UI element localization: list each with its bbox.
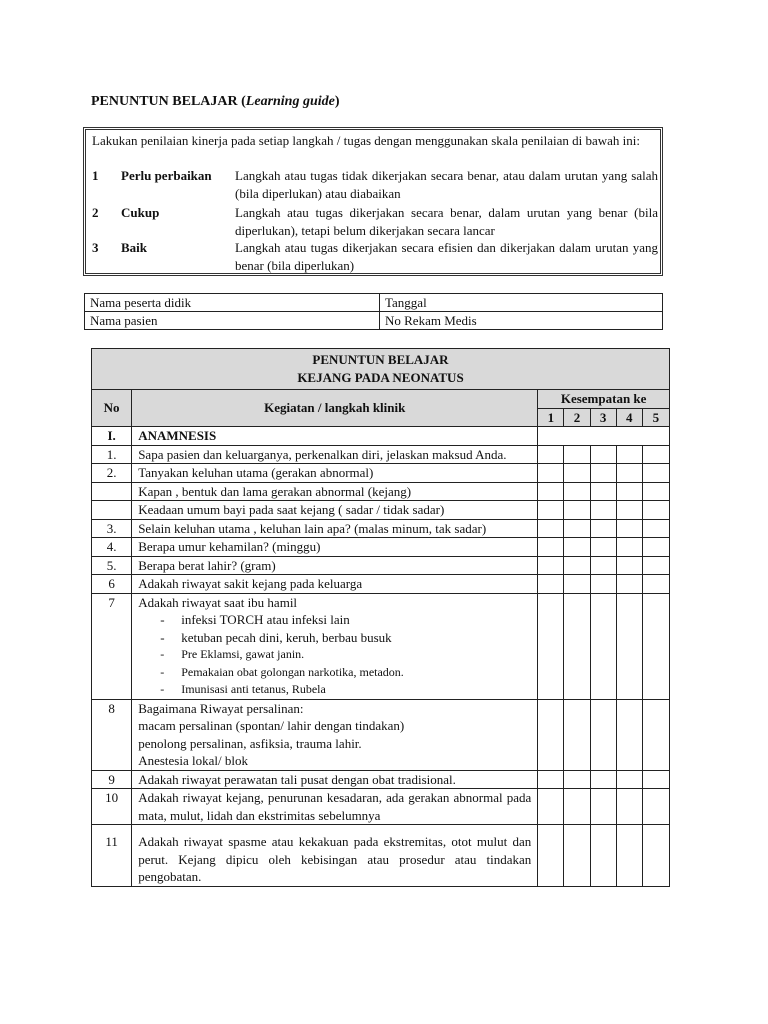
activity-text: Kapan , bentuk dan lama gerakan abnormal (kejang) bbox=[138, 483, 412, 499]
score-cell[interactable] bbox=[564, 464, 590, 483]
score-cell[interactable] bbox=[616, 825, 642, 887]
score-cell[interactable] bbox=[564, 789, 590, 825]
score-cell[interactable] bbox=[564, 501, 590, 520]
score-cell[interactable] bbox=[538, 501, 564, 520]
col-header-activity: Kegiatan / langkah klinik bbox=[132, 390, 538, 427]
score-cell[interactable] bbox=[616, 770, 642, 789]
score-cell[interactable] bbox=[590, 556, 616, 575]
table-row bbox=[92, 770, 670, 789]
activity-text: Selain keluhan utama , keluhan lain apa? (malas minum, tak sadar) bbox=[138, 520, 487, 536]
info-table bbox=[84, 293, 663, 330]
row-activity bbox=[132, 789, 538, 825]
row-number bbox=[92, 501, 132, 520]
row-activity bbox=[132, 501, 538, 520]
score-cell[interactable] bbox=[642, 538, 669, 557]
row-activity bbox=[132, 699, 538, 770]
score-cell[interactable] bbox=[538, 556, 564, 575]
activity-text: Berapa berat lahir? (gram) bbox=[138, 557, 276, 573]
score-cell[interactable] bbox=[642, 501, 669, 520]
score-cell[interactable] bbox=[564, 593, 590, 699]
row-number: 5. bbox=[92, 556, 132, 575]
score-cell[interactable] bbox=[538, 575, 564, 594]
score-cell[interactable] bbox=[590, 699, 616, 770]
scale-item-1: 1 Perlu perbaikan Langkah atau tugas tidak dikerjakan secara benar, atau dalam urutan yang salah (bila diperlukan) atau diabaikan bbox=[92, 168, 658, 201]
table-row bbox=[92, 501, 670, 520]
table-row bbox=[92, 538, 670, 557]
score-cell[interactable] bbox=[590, 501, 616, 520]
document-title: PENUNTUN BELAJAR (Learning guide) bbox=[91, 94, 340, 109]
table-row bbox=[92, 825, 670, 887]
rating-scale-box bbox=[83, 127, 663, 276]
row-number bbox=[92, 482, 132, 501]
activity-sub-item: - Pre Eklamsi, gawat janin. bbox=[160, 646, 531, 664]
score-cell[interactable] bbox=[590, 770, 616, 789]
score-cell[interactable] bbox=[616, 445, 642, 464]
table-row bbox=[92, 464, 670, 483]
activity-text: Adakah riwayat spasme atau kekakuan pada ekstremitas, otot mulut dan perut. Kejang dipicu oleh kebisingan atau prosedur atau tindakan pengobatan. bbox=[138, 834, 532, 884]
activity-text: Sapa pasien dan keluarganya, perkenalkan diri, jelaskan maksud Anda. bbox=[138, 446, 507, 462]
activity-line: Anestesia lokal/ blok bbox=[138, 753, 248, 768]
score-cell[interactable] bbox=[642, 575, 669, 594]
row-activity bbox=[132, 538, 538, 557]
table-row bbox=[92, 519, 670, 538]
score-cell[interactable] bbox=[590, 789, 616, 825]
score-cell[interactable] bbox=[564, 445, 590, 464]
row-number: 4. bbox=[92, 538, 132, 557]
activity-text: Adakah riwayat saat ibu hamil bbox=[138, 594, 298, 610]
score-cell[interactable] bbox=[616, 464, 642, 483]
score-cell[interactable] bbox=[564, 519, 590, 538]
row-number: 2. bbox=[92, 464, 132, 483]
activity-text: Adakah riwayat perawatan tali pusat dengan obat tradisional. bbox=[138, 771, 456, 787]
score-cell[interactable] bbox=[538, 593, 564, 699]
table-row bbox=[92, 556, 670, 575]
activity-line: macam persalinan (spontan/ lahir dengan tindakan) bbox=[138, 718, 405, 733]
activity-text: Keadaan umum bayi pada saat kejang ( sadar / tidak sadar) bbox=[138, 502, 445, 517]
chance-number: 1 bbox=[538, 408, 564, 427]
col-header-no: No bbox=[92, 390, 132, 427]
col-header-chance: Kesempatan ke bbox=[538, 390, 670, 409]
chance-number: 5 bbox=[642, 408, 669, 427]
row-activity bbox=[132, 770, 538, 789]
chance-number: 4 bbox=[616, 408, 642, 427]
score-cell[interactable] bbox=[616, 538, 642, 557]
score-cell[interactable] bbox=[616, 575, 642, 594]
student-name-field[interactable]: Nama peserta didik bbox=[85, 294, 380, 312]
row-number: 1. bbox=[92, 445, 132, 464]
row-number: 8 bbox=[92, 699, 132, 770]
table-title: PENUNTUN BELAJAR KEJANG PADA NEONATUS bbox=[92, 349, 670, 390]
activity-sub-item: - infeksi TORCH atau infeksi lain bbox=[160, 611, 531, 629]
score-cell[interactable] bbox=[590, 445, 616, 464]
score-cell[interactable] bbox=[538, 482, 564, 501]
activity-line: Bagaimana Riwayat persalinan: bbox=[138, 700, 304, 716]
section-title: ANAMNESIS bbox=[132, 427, 538, 446]
table-row bbox=[92, 699, 670, 770]
score-cell[interactable] bbox=[564, 825, 590, 887]
score-cell[interactable] bbox=[642, 519, 669, 538]
row-activity bbox=[132, 445, 538, 464]
score-cell[interactable] bbox=[590, 575, 616, 594]
activity-text: Tanyakan keluhan utama (gerakan abnormal) bbox=[138, 465, 374, 480]
score-cell[interactable] bbox=[564, 699, 590, 770]
score-cell[interactable] bbox=[538, 770, 564, 789]
scale-item-2: 2 Cukup Langkah atau tugas dikerjakan secara benar, dalam urutan yang benar (bila diperlukan), tetapi belum dikerjakan secara lancar bbox=[92, 205, 658, 238]
score-cell[interactable] bbox=[642, 789, 669, 825]
row-activity bbox=[132, 825, 538, 887]
chance-number: 2 bbox=[564, 408, 590, 427]
score-cell[interactable] bbox=[642, 699, 669, 770]
score-cell[interactable] bbox=[642, 445, 669, 464]
score-cell[interactable] bbox=[538, 699, 564, 770]
score-cell[interactable] bbox=[538, 464, 564, 483]
activity-sub-item: - Imunisasi anti tetanus, Rubela bbox=[160, 681, 531, 699]
section-row: I. ANAMNESIS bbox=[92, 427, 670, 446]
activity-text: Berapa umur kehamilan? (minggu) bbox=[138, 539, 321, 554]
score-cell[interactable] bbox=[616, 593, 642, 699]
score-cell[interactable] bbox=[642, 593, 669, 699]
row-number: 3. bbox=[92, 519, 132, 538]
row-activity bbox=[132, 519, 538, 538]
row-activity bbox=[132, 593, 538, 699]
date-field[interactable]: Tanggal bbox=[380, 294, 663, 312]
score-cell[interactable] bbox=[616, 556, 642, 575]
row-number: 6 bbox=[92, 575, 132, 594]
row-activity bbox=[132, 482, 538, 501]
table-row bbox=[92, 575, 670, 594]
score-cell[interactable] bbox=[616, 482, 642, 501]
score-cell[interactable] bbox=[642, 770, 669, 789]
score-cell[interactable] bbox=[590, 519, 616, 538]
score-cell[interactable] bbox=[538, 538, 564, 557]
activity-sub-item: - Pemakaian obat golongan narkotika, metadon. bbox=[160, 664, 531, 682]
row-activity bbox=[132, 464, 538, 483]
row-number: 10 bbox=[92, 789, 132, 825]
score-cell[interactable] bbox=[538, 789, 564, 825]
score-cell[interactable] bbox=[538, 519, 564, 538]
score-cell[interactable] bbox=[538, 825, 564, 887]
score-cell[interactable] bbox=[616, 519, 642, 538]
row-activity bbox=[132, 575, 538, 594]
scale-intro: Lakukan penilaian kinerja pada setiap langkah / tugas dengan menggunakan skala penilaian di bawah ini: bbox=[92, 133, 640, 148]
table-row bbox=[92, 482, 670, 501]
score-cell[interactable] bbox=[616, 789, 642, 825]
row-number: 7 bbox=[92, 593, 132, 699]
score-cell[interactable] bbox=[538, 445, 564, 464]
score-cell[interactable] bbox=[590, 482, 616, 501]
table-row bbox=[92, 445, 670, 464]
score-cell[interactable] bbox=[564, 575, 590, 594]
activity-text: Adakah riwayat sakit kejang pada keluarga bbox=[138, 576, 363, 591]
chance-number: 3 bbox=[590, 408, 616, 427]
table-row bbox=[92, 789, 670, 825]
score-cell[interactable] bbox=[590, 825, 616, 887]
score-cell[interactable] bbox=[616, 699, 642, 770]
scale-item-3: 3 Baik Langkah atau tugas dikerjakan secara efisien dan dikerjakan dalam urutan yang benar (bila diperlukan) bbox=[92, 240, 658, 273]
score-cell[interactable] bbox=[642, 825, 669, 887]
score-cell[interactable] bbox=[616, 501, 642, 520]
score-cell[interactable] bbox=[642, 556, 669, 575]
activity-text: Adakah riwayat kejang, penurunan kesadaran, ada gerakan abnormal pada mata, mulut, lidah dan ekstrimitas sebelumnya bbox=[138, 790, 532, 823]
activity-line: penolong persalinan, asfiksia, trauma lahir. bbox=[138, 735, 362, 751]
row-number: 11 bbox=[92, 825, 132, 887]
score-cell[interactable] bbox=[642, 464, 669, 483]
score-cell[interactable] bbox=[564, 770, 590, 789]
learning-guide-table bbox=[91, 348, 670, 887]
row-number: 9 bbox=[92, 770, 132, 789]
row-activity bbox=[132, 556, 538, 575]
table-row bbox=[92, 593, 670, 699]
score-cell[interactable] bbox=[564, 556, 590, 575]
score-cell[interactable] bbox=[564, 538, 590, 557]
score-cell[interactable] bbox=[590, 464, 616, 483]
score-cell[interactable] bbox=[590, 593, 616, 699]
medical-record-field[interactable]: No Rekam Medis bbox=[380, 312, 663, 330]
activity-sub-item: - ketuban pecah dini, keruh, berbau busuk bbox=[160, 629, 531, 647]
score-cell[interactable] bbox=[642, 482, 669, 501]
score-cell[interactable] bbox=[590, 538, 616, 557]
score-cell[interactable] bbox=[564, 482, 590, 501]
patient-name-field[interactable]: Nama pasien bbox=[85, 312, 380, 330]
